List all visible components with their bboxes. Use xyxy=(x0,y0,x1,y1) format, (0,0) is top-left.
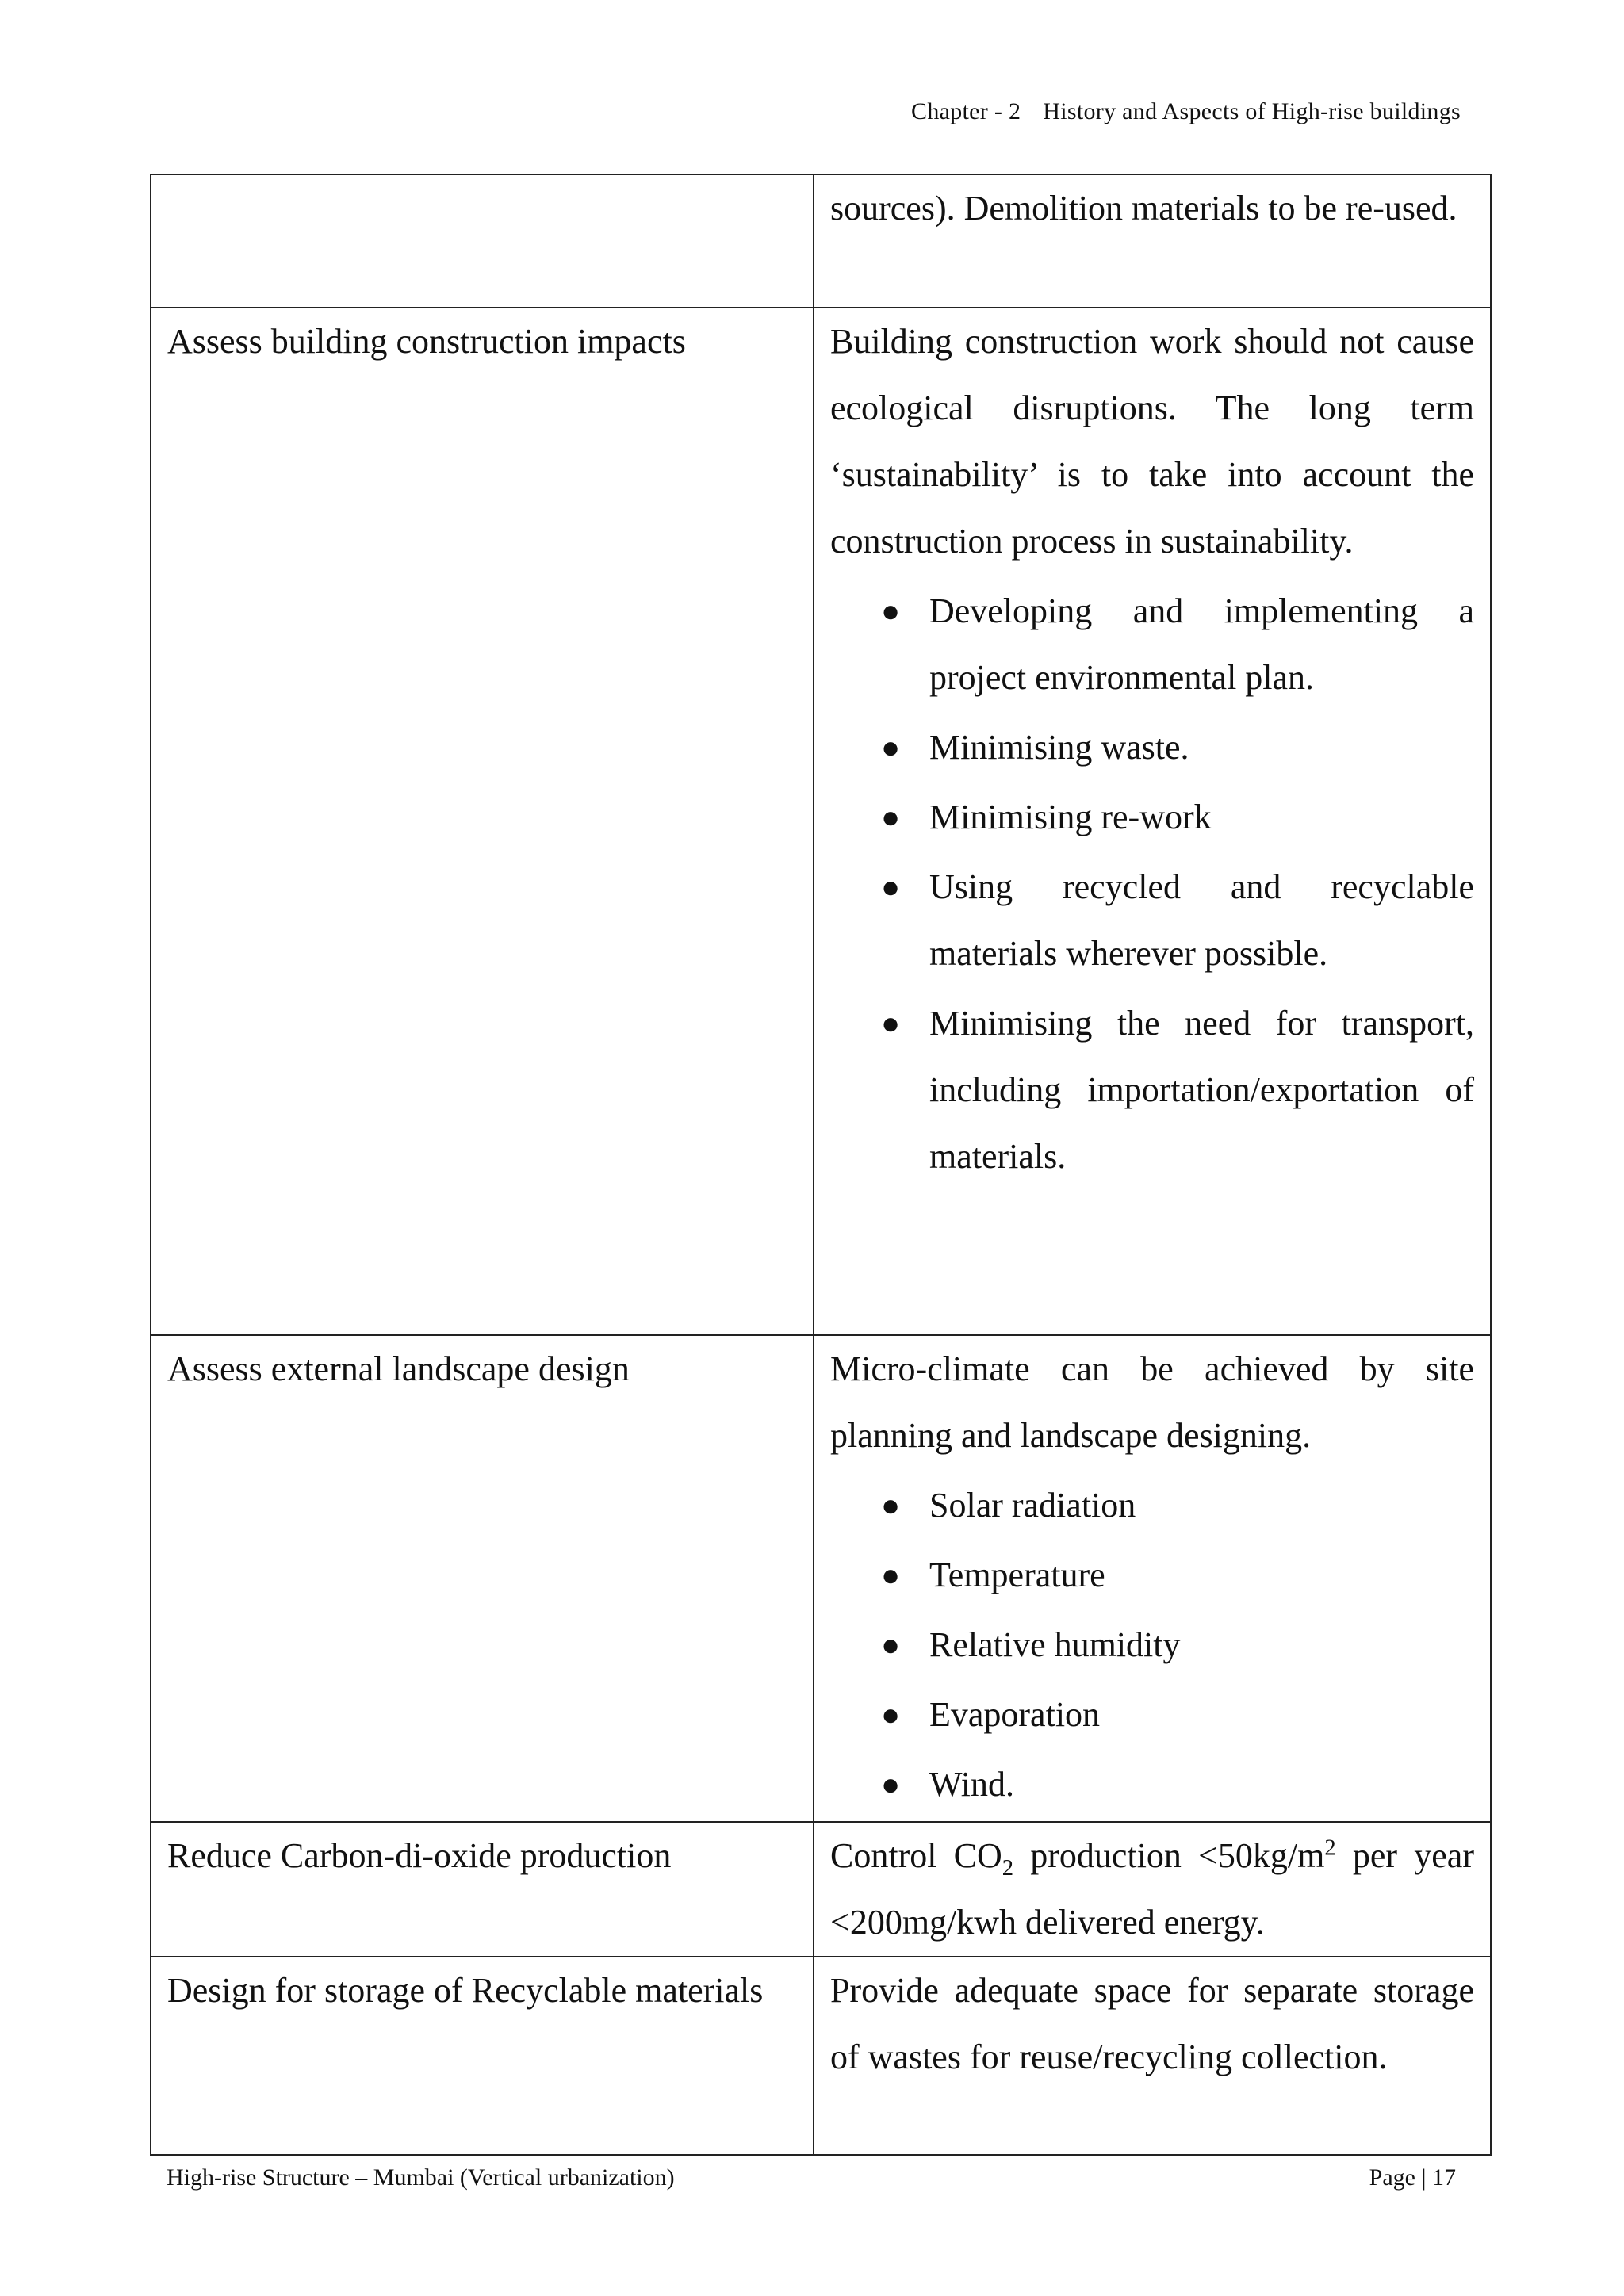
row4-right-cell: Control $CO_2$ production $<50kg/m^2$ per year <200mg/kwh delivered energy. xyxy=(814,1822,1491,1957)
chapter-title: History and Aspects of High-rise buildings xyxy=(1043,98,1461,124)
list-item: ● Relative humidity xyxy=(830,1612,1474,1678)
footer-title: High-rise Structure – Mumbai (Vertical urbanization) xyxy=(167,2164,675,2191)
row2-right-text: Building construction work should not cause ecological disruptions. The long term ‘sustainability’ is to take into account the construction process in sustainability. xyxy=(830,322,1474,561)
page-number: Page | 17 xyxy=(1369,2164,1456,2191)
row1-right-cell xyxy=(814,174,1491,308)
row3-right-cell xyxy=(814,1335,1491,1822)
chapter-label: Chapter - 2 xyxy=(911,98,1021,124)
bullet-icon: ● xyxy=(881,729,901,765)
table-row xyxy=(151,174,1491,308)
list-item: ● Solar radiation xyxy=(830,1472,1474,1539)
list-item: ● Developing and implementing a project environmental plan. xyxy=(830,578,1474,711)
page-header xyxy=(911,98,1461,125)
bullet-icon: ● xyxy=(881,799,901,835)
table-row xyxy=(151,1957,1491,2155)
row3-bullet-list xyxy=(830,1472,1474,1818)
bullet-icon: ● xyxy=(881,1487,901,1523)
row3-left-cell xyxy=(151,1335,814,1822)
row1-right-text: sources). Demolition materials to be re-used. xyxy=(830,189,1457,228)
row2-right-cell xyxy=(814,308,1491,1335)
list-item: ● Temperature xyxy=(830,1542,1474,1609)
list-item: ● Minimising the need for transport, including importation/exportation of materials. xyxy=(830,990,1474,1190)
list-item: ● Evaporation xyxy=(830,1682,1474,1748)
list-item: ● Wind. xyxy=(830,1751,1474,1818)
bullet-icon: ● xyxy=(881,1557,901,1593)
row1-left-cell xyxy=(151,174,814,308)
bullet-icon: ● xyxy=(881,869,901,905)
row5-left-cell xyxy=(151,1957,814,2155)
table-row xyxy=(151,1335,1491,1822)
table-row xyxy=(151,308,1491,1335)
row4-left-cell xyxy=(151,1822,814,1957)
row4-left-text: Reduce Carbon-di-oxide production xyxy=(167,1836,672,1875)
row2-left-cell xyxy=(151,308,814,1335)
row2-bullet-list xyxy=(830,578,1474,1190)
sustainability-table xyxy=(150,174,1492,2156)
row5-left-text: Design for storage of Recyclable materials xyxy=(167,1971,764,2010)
bullet-icon: ● xyxy=(881,1627,901,1663)
row2-left-text: Assess building construction impacts xyxy=(167,322,686,361)
list-item: ● Minimising waste. xyxy=(830,714,1474,781)
row5-right-cell xyxy=(814,1957,1491,2155)
row3-right-text: Micro-climate can be achieved by site planning and landscape designing. xyxy=(830,1349,1474,1455)
bullet-icon: ● xyxy=(881,1697,901,1732)
table-row xyxy=(151,1822,1491,1957)
row3-left-text: Assess external landscape design xyxy=(167,1349,630,1388)
bullet-icon: ● xyxy=(881,1766,901,1802)
bullet-icon: ● xyxy=(881,1005,901,1041)
bullet-icon: ● xyxy=(881,593,901,629)
list-item: ● Minimising re-work xyxy=(830,784,1474,851)
row5-right-text: Provide adequate space for separate storage of wastes for reuse/recycling collection. xyxy=(830,1971,1474,2076)
list-item: ● Using recycled and recyclable materials wherever possible. xyxy=(830,854,1474,987)
